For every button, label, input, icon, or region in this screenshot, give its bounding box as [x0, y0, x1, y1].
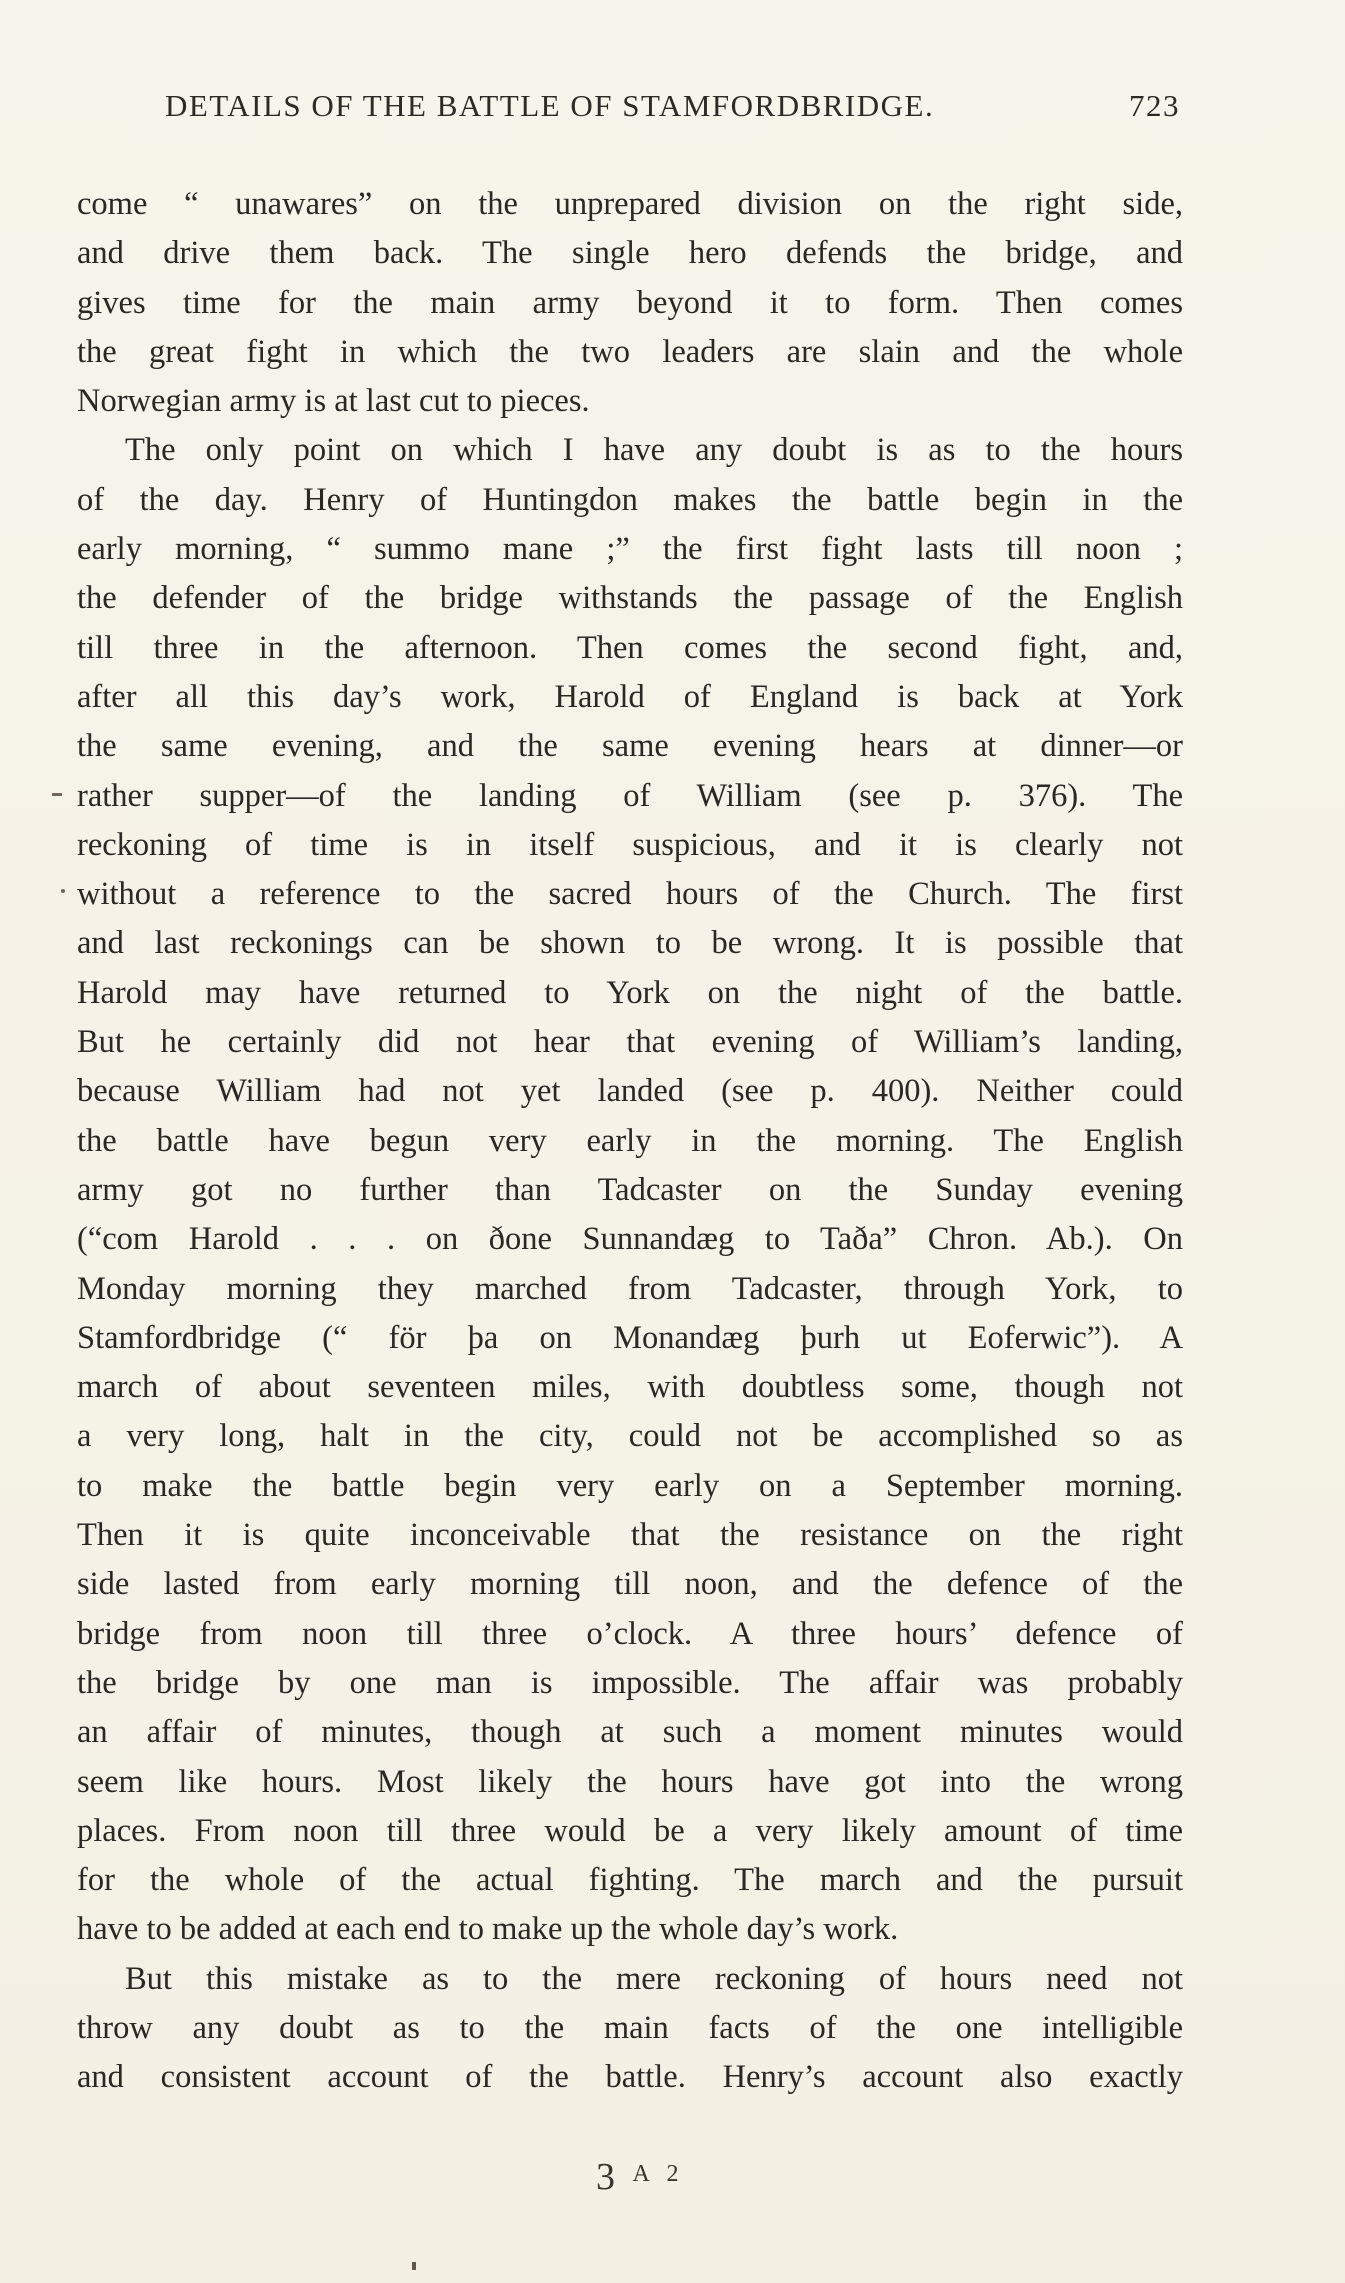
paragraph-2 — [77, 426, 1183, 1954]
text-line: Then it is quite inconceivable that the resistance on the right — [77, 1517, 1183, 1554]
text-line: side lasted from early morning till noon, and the defence of the — [77, 1566, 1183, 1603]
text-line: after all this day’s work, Harold of England is back at York — [77, 678, 1183, 715]
text-line: the battle have begun very early in the morning. The English — [77, 1122, 1183, 1159]
text-line: But this mistake as to the mere reckoning of hours need not — [125, 1960, 1183, 1997]
paragraph-3 — [77, 1955, 1183, 2103]
text-line: come “ unawares” on the unprepared division on the right side, — [77, 186, 1183, 222]
margin-mark — [52, 793, 62, 796]
text-line: because William had not yet landed (see p. 400). Neither could — [77, 1073, 1183, 1110]
page-number: 723 — [1129, 88, 1180, 123]
text-line: the bridge by one man is impossible. The affair was probably — [77, 1664, 1183, 1701]
signature-letters: A 2 — [632, 2161, 685, 2187]
text-line: reckoning of time is in itself suspicious, and it is clearly not — [77, 826, 1183, 863]
text-line: throw any doubt as to the main facts of the one intelligible — [77, 2009, 1183, 2046]
text-line: and consistent account of the battle. Henry’s account also exactly — [77, 2059, 1183, 2096]
signature-number: 3 — [596, 2156, 619, 2198]
text-line: early morning, “ summo mane ;” the first fight lasts till noon ; — [77, 531, 1183, 568]
text-line: of the day. Henry of Huntingdon makes the battle begin in the — [77, 481, 1183, 518]
text-line: Harold may have returned to York on the night of the battle. — [77, 974, 1183, 1011]
text-line: march of about seventeen miles, with doubtless some, though not — [77, 1369, 1183, 1406]
text-line: and drive them back. The single hero defends the bridge, and — [77, 235, 1183, 272]
text-line: Stamfordbridge (“ för þa on Monandæg þurh ut Eoferwic”). A — [77, 1319, 1183, 1356]
text-line: seem like hours. Most likely the hours have got into the wrong — [77, 1763, 1183, 1800]
printer-signature — [596, 2155, 685, 2199]
text-line: till three in the afternoon. Then comes the second fight, and, — [77, 629, 1183, 666]
bottom-mark — [412, 2262, 416, 2270]
text-line: places. From noon till three would be a very likely amount of time — [77, 1812, 1183, 1849]
text-line: an affair of minutes, though at such a moment minutes would — [77, 1714, 1183, 1751]
margin-dot — [61, 889, 65, 893]
page-header — [165, 88, 1180, 138]
body-text — [77, 180, 1183, 2103]
text-line: rather supper—of the landing of William (see p. 376). The — [77, 777, 1183, 814]
text-line: the defender of the bridge withstands the passage of the English — [77, 580, 1183, 617]
text-line: (“com Harold . . . on ðone Sunnandæg to Taða” Chron. Ab.). On — [77, 1221, 1183, 1258]
running-head: DETAILS OF THE BATTLE OF STAMFORDBRIDGE. — [165, 88, 935, 123]
text-line: have to be added at each end to make up the whole day’s work. — [77, 1911, 899, 1948]
text-line: and last reckonings can be shown to be wrong. It is possible that — [77, 925, 1183, 962]
text-line: Norwegian army is at last cut to pieces. — [77, 383, 590, 420]
text-line: for the whole of the actual fighting. The march and the pursuit — [77, 1862, 1183, 1899]
text-line: bridge from noon till three o’clock. A three hours’ defence of — [77, 1615, 1183, 1652]
text-line: army got no further than Tadcaster on the Sunday evening — [77, 1171, 1183, 1208]
text-line: Monday morning they marched from Tadcaster, through York, to — [77, 1270, 1183, 1307]
text-line: a very long, halt in the city, could not be accomplished so as — [77, 1418, 1183, 1455]
text-line: the great fight in which the two leaders are slain and the whole — [77, 333, 1183, 370]
text-line: The only point on which I have any doubt is as to the hours — [125, 432, 1183, 469]
text-line: the same evening, and the same evening hears at dinner—or — [77, 728, 1183, 765]
text-line: without a reference to the sacred hours of the Church. The first — [77, 876, 1183, 913]
text-line: But he certainly did not hear that evening of William’s landing, — [77, 1024, 1183, 1061]
text-line: gives time for the main army beyond it to form. Then comes — [77, 284, 1183, 321]
paragraph-1 — [77, 180, 1183, 426]
text-line: to make the battle begin very early on a September morning. — [77, 1467, 1183, 1504]
